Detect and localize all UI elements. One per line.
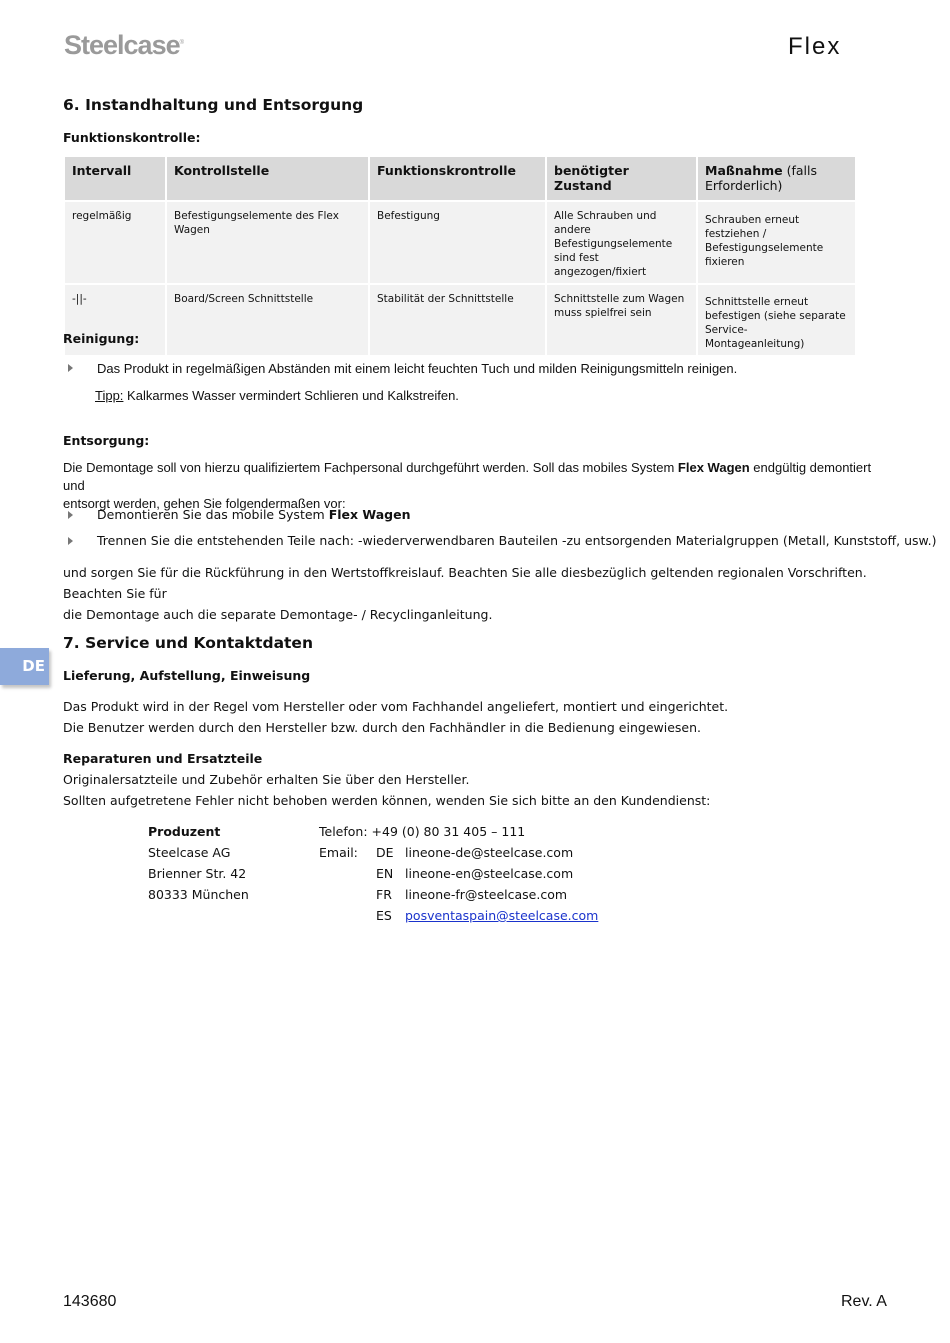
maintenance-table <box>63 155 857 357</box>
company-name: Steelcase AG <box>148 845 231 860</box>
producer-address <box>148 821 249 905</box>
email-codes: DE EN FR ES <box>376 845 394 923</box>
disposal-outro: und sorgen Sie für die Rückführung in den Wertstoffkreislauf. Beachten Sie alle diesbezüglich geltenden regionalen Vorschriften. Beachten Sie für die Demontage auch die separate Demontage- / Recyclinganleitung. <box>63 565 867 622</box>
table-cell: Befestigungselemente des Flex Wagen <box>167 202 368 283</box>
repairs-text: Originalersatzteile und Zubehör erhalten Sie über den Hersteller. Sollten aufgetretene Fehler nicht behoben werden können, wenden Sie sich bitte an den Kundendienst: <box>63 772 711 808</box>
cleaning-instruction: Das Produkt in regelmäßigen Abständen mit einem leicht feuchten Tuch und milden Reinigungsmitteln reinigen. <box>97 361 738 376</box>
table-header-cell: Funktionskrontrolle <box>370 157 545 200</box>
cleaning-heading: Reinigung: <box>63 331 140 346</box>
email-en: lineone-en@steelcase.com <box>405 866 574 881</box>
table-header-cell: Maßnahme (falls Erforderlich) <box>698 157 855 200</box>
bullet-arrow-icon <box>68 364 73 372</box>
table-header-cell: benötigter Zustand <box>547 157 696 200</box>
disposal-intro: Die Demontage soll von hierzu qualifiziertem Fachpersonal durchgeführt werden. Soll das mobiles System Flex Wagen endgültig demontiert und entsorgt werden, gehen Sie folgendermaßen vor: <box>63 460 872 511</box>
table-cell: Befestigung <box>370 202 545 283</box>
table-cell: Schrauben erneut festziehen / Befestigungselemente fixieren <box>698 202 855 283</box>
table-row <box>65 285 855 355</box>
table-cell: Alle Schrauben und andere Befestigungselemente sind fest angezogen/fixiert <box>547 202 696 283</box>
repairs-heading: Reparaturen und Ersatzteile <box>63 751 263 766</box>
producer-label: Produzent <box>148 824 221 839</box>
table-cell: -||- <box>65 285 165 355</box>
steelcase-logo: Steelcase® <box>64 30 184 60</box>
function-check-heading: Funktionskontrolle: <box>63 130 201 145</box>
phone-number: Telefon: +49 (0) 80 31 405 – 111 <box>319 824 526 839</box>
bullet-arrow-icon <box>68 537 73 545</box>
table-cell: Schnittstelle erneut befestigen (siehe separate Service- Montageanleitung) <box>698 285 855 355</box>
table-header-cell: Intervall <box>65 157 165 200</box>
table-cell: Stabilität der Schnittstelle <box>370 285 545 355</box>
delivery-heading: Lieferung, Aufstellung, Einweisung <box>63 668 311 683</box>
product-brand: Flex <box>788 33 842 60</box>
language-tab-de: DE <box>0 648 49 685</box>
document-number: 143680 <box>63 1293 117 1310</box>
table-cell: regelmäßig <box>65 202 165 283</box>
bullet-arrow-icon <box>68 511 73 519</box>
disposal-step-2: Trennen Sie die entstehenden Teile nach: -wiederverwendbaren Bauteilen -zu entsorgenden Materialgruppen (Metall, Kunststoff, usw.) <box>97 533 937 548</box>
email-fr: lineone-fr@steelcase.com <box>405 887 568 902</box>
table-cell: Schnittstelle zum Wagen muss spielfrei sein <box>547 285 696 355</box>
section-7-title: 7. Service und Kontaktdaten <box>63 634 313 652</box>
street: Brienner Str. 42 <box>148 866 247 881</box>
disposal-step-1: Demontieren Sie das mobile System Flex Wagen <box>97 507 411 522</box>
email-label: Email: <box>319 845 358 860</box>
section-6-title: 6. Instandhaltung und Entsorgung <box>63 96 364 114</box>
table-header-cell: Kontrollstelle <box>167 157 368 200</box>
revision-label: Rev. A <box>841 1293 887 1310</box>
cleaning-tip: Tipp: Kalkarmes Wasser vermindert Schlieren und Kalkstreifen. <box>95 388 459 403</box>
table-header-row <box>65 157 855 200</box>
disposal-heading: Entsorgung: <box>63 433 150 448</box>
email-addresses <box>405 842 598 926</box>
delivery-text: Das Produkt wird in der Regel vom Hersteller oder vom Fachhandel angeliefert, montiert und eingerichtet. Die Benutzer werden durch den Hersteller bzw. durch den Fachhändler in die Bedienung eingewiesen. <box>63 699 729 735</box>
table-row <box>65 202 855 283</box>
city: 80333 München <box>148 887 249 902</box>
table-cell: Board/Screen Schnittstelle <box>167 285 368 355</box>
email-de: lineone-de@steelcase.com <box>405 845 574 860</box>
email-es-link[interactable]: posventaspain@steelcase.com <box>405 908 599 923</box>
